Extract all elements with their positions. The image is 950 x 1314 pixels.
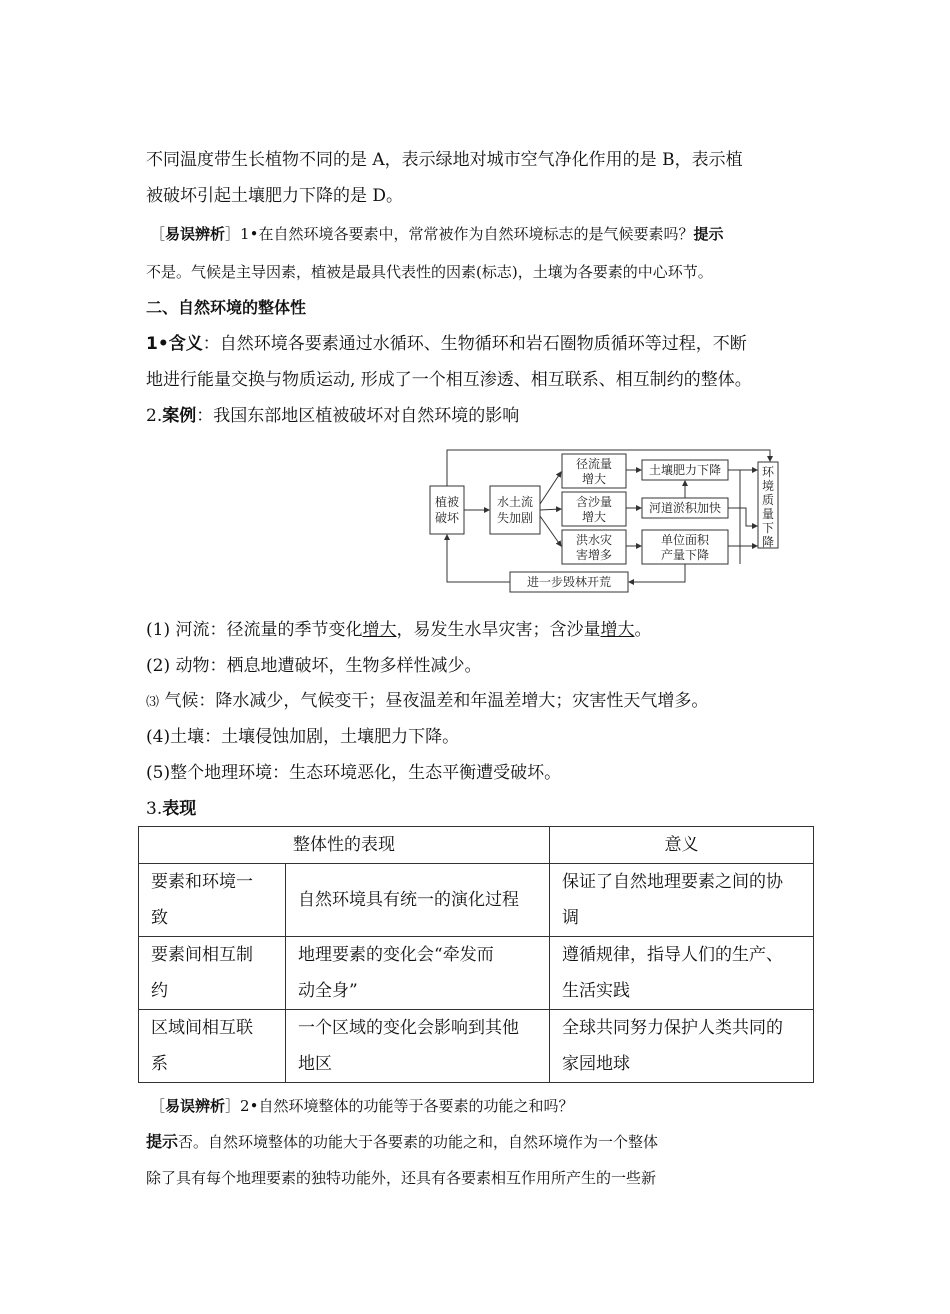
river-end: 。 bbox=[634, 620, 652, 640]
meaning-text: ：自然环境各要素通过水循环、生物循环和岩石圈物质循环等过程，不断 bbox=[202, 334, 747, 354]
row-2-manifestation-line-2: 动全身” bbox=[298, 981, 358, 1001]
hint-label: 提示 bbox=[146, 1132, 179, 1151]
veg-label-2: 破坏 bbox=[434, 511, 460, 525]
meaning-line-1 bbox=[146, 334, 747, 354]
row-3-aspect-line-2: 系 bbox=[151, 1054, 168, 1074]
case-label: 案例 bbox=[162, 406, 197, 426]
row-2-manifestation bbox=[286, 937, 550, 1010]
table-header-row bbox=[139, 827, 814, 864]
yield-label-1: 单位面积 bbox=[660, 533, 710, 547]
question-text: 1•在自然环境各要素中，常常被作为自然环境标志的是气候要素吗？ bbox=[240, 225, 694, 243]
row-1-aspect-line-1: 要素和环境一 bbox=[151, 872, 253, 892]
fertility-label: 土壤肥力下降 bbox=[648, 463, 722, 477]
row-3-aspect bbox=[139, 1010, 286, 1083]
env-quality-char-5: 下 bbox=[761, 521, 775, 535]
question-text: 2•自然环境整体的功能等于各要素的功能之和吗？ bbox=[240, 1097, 574, 1115]
integrity-table bbox=[138, 826, 814, 1083]
answer-text-1: 否。自然环境整体的功能大于各要素的功能之和，自然环境作为一个整体 bbox=[178, 1133, 659, 1151]
intro-line-2: 被破坏引起土壤肥力下降的是 D。 bbox=[146, 186, 404, 206]
analysis-2-answer-2: 除了具有每个地理要素的独特功能外，还具有各要素相互作用所产生的一些新 bbox=[146, 1169, 657, 1187]
hint-label: 提示 bbox=[693, 225, 724, 243]
row-2-aspect bbox=[139, 937, 286, 1010]
runoff-label-1: 径流量 bbox=[575, 457, 613, 471]
env-quality-char-3: 质 bbox=[761, 493, 775, 507]
analysis-1-question bbox=[150, 224, 723, 244]
flood-label-1: 洪水灾 bbox=[575, 533, 613, 547]
case-line bbox=[146, 406, 519, 426]
impact-climate bbox=[146, 691, 708, 713]
row-1-significance bbox=[550, 864, 814, 937]
row-2-aspect-line-2: 约 bbox=[151, 981, 168, 1001]
impact-soil: (4)土壤：土壤侵蚀加剧，土壤肥力下降。 bbox=[146, 727, 460, 747]
env-quality-char-4: 量 bbox=[761, 507, 775, 521]
deforest-label: 进一步毁林开荒 bbox=[526, 575, 612, 589]
row-1-aspect bbox=[139, 864, 286, 937]
sediment-label-1: 含沙量 bbox=[575, 495, 613, 509]
impact-whole: (5)整个地理环境：生态环境恶化，生态平衡遭受破坏。 bbox=[146, 763, 562, 783]
row-1-manifestation: 自然环境具有统一的演化过程 bbox=[286, 864, 550, 937]
row-3-significance-line-1: 全球共同努力保护人类共同的 bbox=[562, 1018, 783, 1038]
env-quality-char-6: 降 bbox=[761, 535, 775, 549]
analysis-label: 易误辨析 bbox=[165, 1097, 226, 1115]
analysis-2-answer-1 bbox=[146, 1132, 658, 1152]
river-mid: ，易发生水旱灾害；含沙量 bbox=[396, 620, 601, 640]
sediment-label-2: 增大 bbox=[581, 510, 607, 524]
veg-box bbox=[430, 486, 464, 534]
bracket-open: ［ bbox=[150, 1097, 166, 1115]
bracket-close: ］ bbox=[225, 225, 241, 243]
vegetation-impact-diagram bbox=[428, 446, 788, 598]
section-title: 二、自然环境的整体性 bbox=[146, 298, 307, 317]
analysis-label: 易误辨析 bbox=[165, 225, 226, 243]
meaning-line-2: 地进行能量交换与物质运动, 形成了一个相互渗透、相互联系、相互制约的整体。 bbox=[146, 370, 752, 390]
env-quality-char-2: 境 bbox=[761, 479, 775, 493]
case-num: 2. bbox=[146, 406, 163, 426]
row-3-significance-line-2: 家园地球 bbox=[562, 1054, 630, 1074]
silting-label: 河道淤积加快 bbox=[648, 501, 722, 515]
impact-animal: (2) 动物：栖息地遭破坏，生物多样性减少。 bbox=[146, 656, 482, 676]
veg-label-1: 植被 bbox=[434, 495, 460, 509]
env-quality-char-1: 环 bbox=[761, 465, 775, 479]
row-3-manifestation-line-2: 地区 bbox=[298, 1054, 332, 1074]
header-manifestation: 整体性的表现 bbox=[139, 827, 550, 864]
row-3-significance bbox=[550, 1010, 814, 1083]
row-2-aspect-line-1: 要素间相互制 bbox=[151, 945, 253, 965]
row-3-manifestation bbox=[286, 1010, 550, 1083]
row-2-significance-line-2: 生活实践 bbox=[562, 981, 630, 1001]
row-3-aspect-line-1: 区域间相互联 bbox=[151, 1018, 253, 1038]
climate-num: ⑶ bbox=[146, 695, 160, 710]
erosion-box bbox=[490, 486, 540, 534]
section-3-label: 表现 bbox=[162, 799, 197, 819]
analysis-2-question bbox=[150, 1096, 573, 1116]
erosion-label-2: 失加剧 bbox=[496, 511, 534, 525]
bracket-close: ］ bbox=[225, 1097, 241, 1115]
table-row bbox=[139, 937, 814, 1010]
row-1-aspect-line-2: 致 bbox=[151, 908, 168, 928]
header-significance: 意义 bbox=[550, 827, 814, 864]
row-2-manifestation-line-1: 地理要素的变化会“牵发而 bbox=[298, 945, 494, 965]
climate-text: 气候：降水减少，气候变干；昼夜温差和年温差增大；灾害性天气增多。 bbox=[159, 691, 709, 711]
analysis-1-answer: 不是。气候是主导因素，植被是最具代表性的因素(标志)，土壤为各要素的中心环节。 bbox=[146, 263, 713, 281]
yield-label-2: 产量下降 bbox=[660, 548, 710, 562]
section-3-num: 3. bbox=[146, 799, 163, 819]
table-row bbox=[139, 1010, 814, 1083]
row-1-significance-line-1: 保证了自然地理要素之间的协 bbox=[562, 872, 783, 892]
row-3-manifestation-line-1: 一个区域的变化会影响到其他 bbox=[298, 1018, 519, 1038]
row-2-significance bbox=[550, 937, 814, 1010]
case-text: ：我国东部地区植被破坏对自然环境的影响 bbox=[196, 406, 520, 426]
section-3-title bbox=[146, 799, 196, 819]
bracket-open: ［ bbox=[150, 225, 166, 243]
table-row bbox=[139, 864, 814, 937]
flood-label-2: 害增多 bbox=[575, 548, 613, 562]
river-underline-1: 增大 bbox=[362, 620, 397, 640]
river-underline-2: 增大 bbox=[600, 620, 635, 640]
meaning-label: 1•含义 bbox=[146, 334, 203, 354]
intro-line-1: 不同温度带生长植物不同的是 A，表示绿地对城市空气净化作用的是 B，表示植 bbox=[146, 150, 743, 170]
erosion-label-1: 水土流 bbox=[496, 495, 534, 509]
row-1-significance-line-2: 调 bbox=[562, 908, 579, 928]
row-2-significance-line-1: 遵循规律，指导人们的生产、 bbox=[562, 945, 783, 965]
river-prefix: (1) 河流：径流量的季节变化 bbox=[146, 620, 363, 640]
impact-river bbox=[146, 620, 651, 640]
runoff-label-2: 增大 bbox=[581, 472, 607, 486]
